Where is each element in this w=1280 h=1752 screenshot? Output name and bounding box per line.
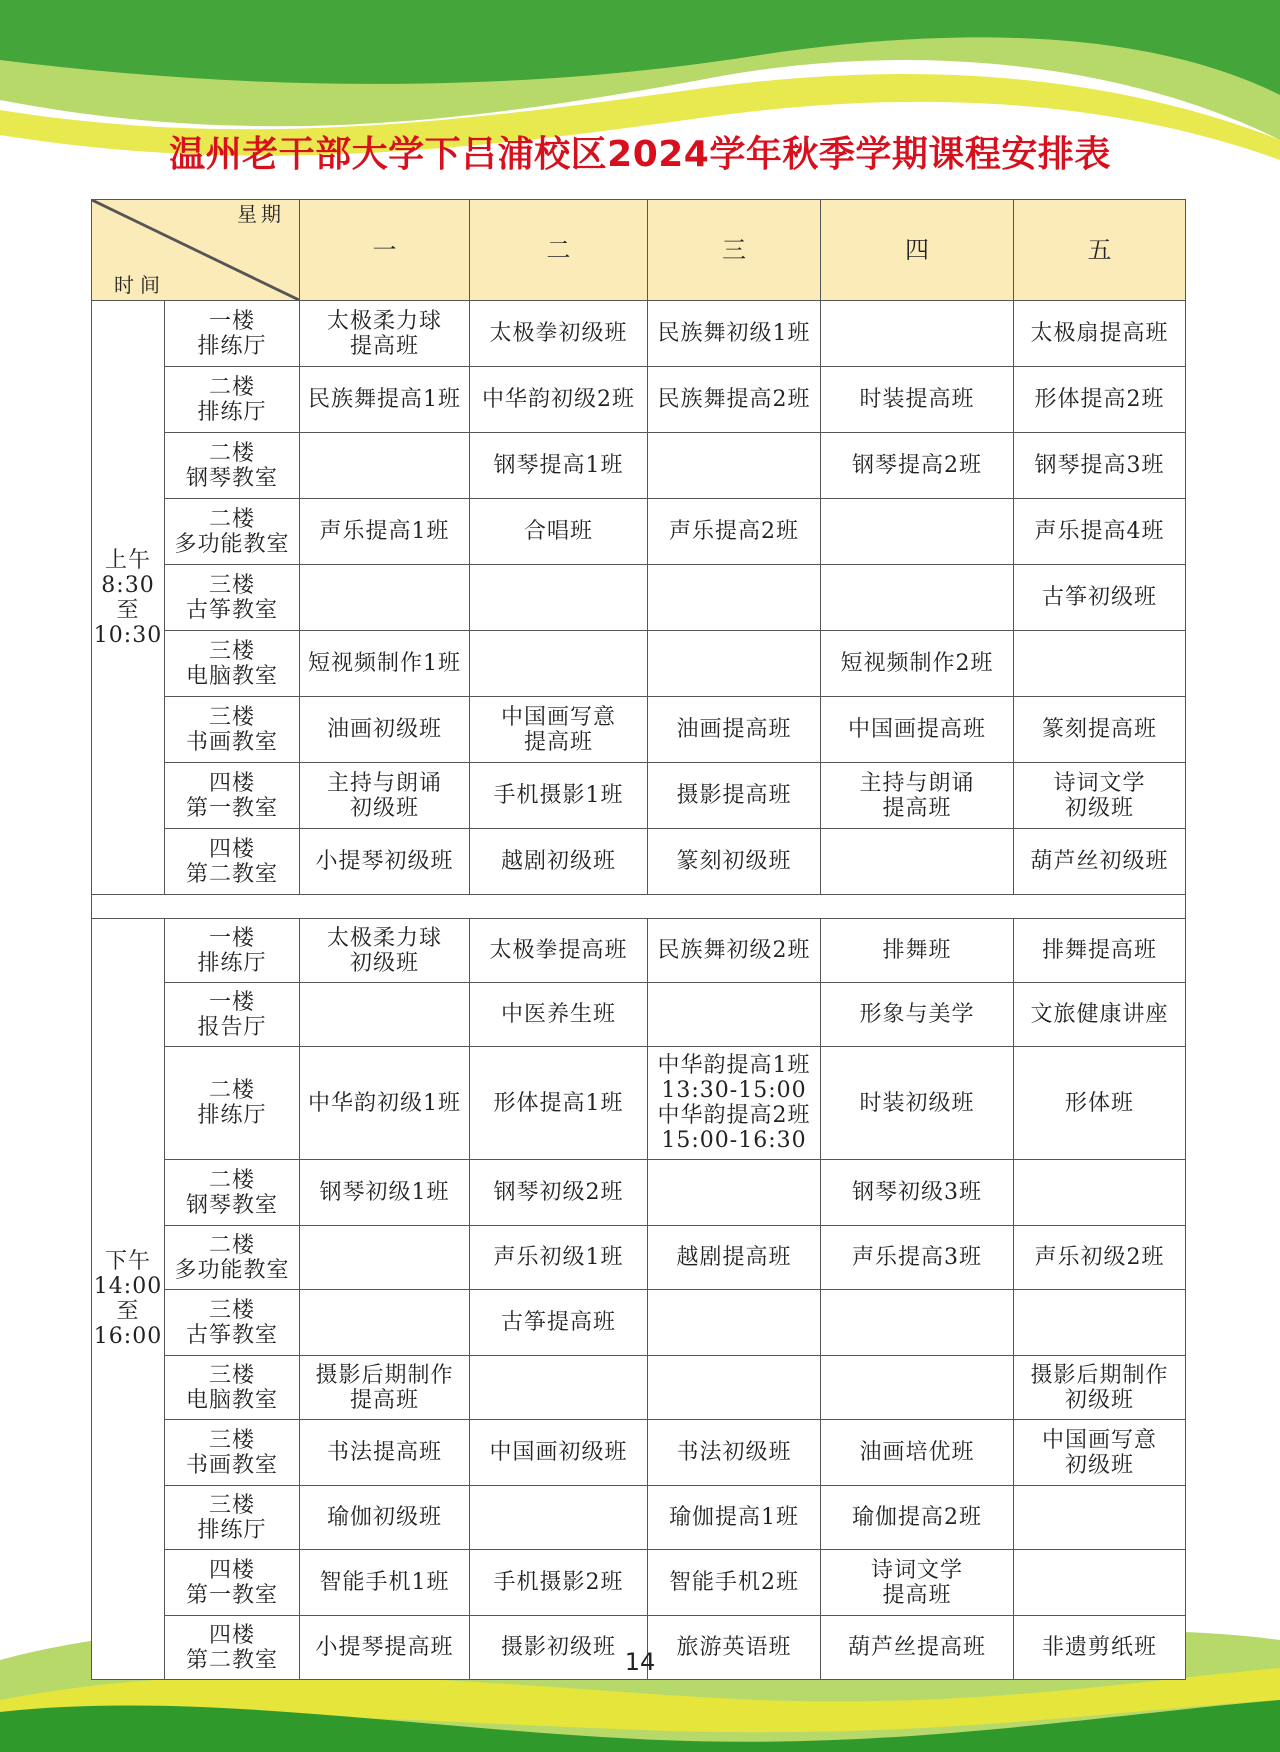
page-title: 温州老干部大学下吕浦校区2024学年秋季学期课程安排表 — [169, 134, 1111, 175]
course-cell: 声乐提高4班 — [1014, 499, 1186, 565]
room-cell: 三楼 排练厅 — [165, 1486, 300, 1550]
course-cell — [821, 565, 1014, 631]
course-cell: 小提琴初级班 — [300, 829, 470, 895]
course-cell: 瑜伽初级班 — [300, 1486, 470, 1550]
course-cell — [1014, 631, 1186, 697]
room-cell: 三楼 电脑教室 — [165, 631, 300, 697]
course-cell: 非遗剪纸班 — [1014, 1616, 1186, 1680]
schedule-row — [92, 697, 1186, 763]
schedule-row — [92, 499, 1186, 565]
course-cell: 古筝初级班 — [1014, 565, 1186, 631]
course-cell: 声乐初级1班 — [470, 1226, 648, 1290]
course-cell: 摄影初级班 — [470, 1616, 648, 1680]
course-cell: 旅游英语班 — [648, 1616, 821, 1680]
course-cell: 瑜伽提高1班 — [648, 1486, 821, 1550]
course-cell — [300, 1226, 470, 1290]
course-cell: 古筝提高班 — [470, 1290, 648, 1356]
course-cell: 中国画写意 提高班 — [470, 697, 648, 763]
course-cell — [821, 301, 1014, 367]
schedule-row — [92, 1047, 1186, 1160]
room-cell: 三楼 电脑教室 — [165, 1356, 300, 1420]
course-cell: 中华韵初级1班 — [300, 1047, 470, 1160]
course-cell: 声乐提高3班 — [821, 1226, 1014, 1290]
course-cell: 葫芦丝初级班 — [1014, 829, 1186, 895]
course-cell: 中华韵初级2班 — [470, 367, 648, 433]
room-cell: 二楼 排练厅 — [165, 1047, 300, 1160]
corner-header-cell — [92, 200, 300, 301]
course-cell — [470, 1486, 648, 1550]
course-cell: 民族舞初级2班 — [648, 919, 821, 983]
morning-time-cell: 上午 8:30 至 10:30 — [92, 301, 165, 895]
course-cell: 手机摄影2班 — [470, 1550, 648, 1616]
course-cell: 书法提高班 — [300, 1420, 470, 1486]
course-cell: 钢琴初级2班 — [470, 1160, 648, 1226]
course-cell: 时装提高班 — [821, 367, 1014, 433]
course-cell: 太极扇提高班 — [1014, 301, 1186, 367]
course-cell — [300, 983, 470, 1047]
room-cell: 一楼 排练厅 — [165, 301, 300, 367]
schedule-row — [92, 301, 1186, 367]
course-cell: 主持与朗诵 提高班 — [821, 763, 1014, 829]
course-cell: 民族舞提高2班 — [648, 367, 821, 433]
course-cell: 合唱班 — [470, 499, 648, 565]
schedule-row — [92, 565, 1186, 631]
course-cell: 瑜伽提高2班 — [821, 1486, 1014, 1550]
schedule-row — [92, 1486, 1186, 1550]
course-cell: 形象与美学 — [821, 983, 1014, 1047]
course-cell — [300, 1290, 470, 1356]
course-cell — [821, 1356, 1014, 1420]
schedule-row — [92, 919, 1186, 983]
course-cell: 太极拳初级班 — [470, 301, 648, 367]
course-cell: 钢琴初级3班 — [821, 1160, 1014, 1226]
schedule-row — [92, 367, 1186, 433]
schedule-row — [92, 829, 1186, 895]
course-cell: 葫芦丝提高班 — [821, 1616, 1014, 1680]
course-cell: 中华韵提高1班 13:30-15:00 中华韵提高2班 15:00-16:30 — [648, 1047, 821, 1160]
course-schedule-table — [91, 199, 1186, 1680]
course-cell — [821, 1290, 1014, 1356]
course-cell: 油画培优班 — [821, 1420, 1014, 1486]
schedule-row — [92, 763, 1186, 829]
day-header: 一 — [300, 200, 470, 301]
course-cell: 诗词文学 初级班 — [1014, 763, 1186, 829]
room-cell: 二楼 多功能教室 — [165, 499, 300, 565]
course-cell — [648, 433, 821, 499]
afternoon-time-cell: 下午 14:00 至 16:00 — [92, 919, 165, 1680]
course-cell: 诗词文学 提高班 — [821, 1550, 1014, 1616]
header-row — [92, 200, 1186, 301]
schedule-row — [92, 1226, 1186, 1290]
room-cell: 三楼 古筝教室 — [165, 1290, 300, 1356]
course-cell — [1014, 1160, 1186, 1226]
schedule-row — [92, 1160, 1186, 1226]
course-cell: 文旅健康讲座 — [1014, 983, 1186, 1047]
schedule-row — [92, 433, 1186, 499]
course-cell: 摄影后期制作 初级班 — [1014, 1356, 1186, 1420]
course-cell: 摄影提高班 — [648, 763, 821, 829]
room-cell: 二楼 多功能教室 — [165, 1226, 300, 1290]
section-separator — [92, 895, 1186, 919]
day-header: 三 — [648, 200, 821, 301]
course-cell: 形体提高1班 — [470, 1047, 648, 1160]
course-cell: 小提琴提高班 — [300, 1616, 470, 1680]
course-cell: 形体提高2班 — [1014, 367, 1186, 433]
room-cell: 四楼 第一教室 — [165, 763, 300, 829]
course-cell: 智能手机2班 — [648, 1550, 821, 1616]
course-cell: 民族舞提高1班 — [300, 367, 470, 433]
course-cell: 篆刻初级班 — [648, 829, 821, 895]
course-cell — [300, 565, 470, 631]
schedule-row — [92, 1420, 1186, 1486]
room-cell: 四楼 第二教室 — [165, 829, 300, 895]
room-cell: 四楼 第一教室 — [165, 1550, 300, 1616]
course-cell: 钢琴提高1班 — [470, 433, 648, 499]
course-cell: 时装初级班 — [821, 1047, 1014, 1160]
room-cell: 二楼 钢琴教室 — [165, 433, 300, 499]
course-cell: 排舞提高班 — [1014, 919, 1186, 983]
course-cell — [1014, 1486, 1186, 1550]
course-cell: 主持与朗诵 初级班 — [300, 763, 470, 829]
course-cell: 太极拳提高班 — [470, 919, 648, 983]
course-cell: 手机摄影1班 — [470, 763, 648, 829]
schedule-row — [92, 1550, 1186, 1616]
course-cell — [470, 631, 648, 697]
course-cell: 短视频制作1班 — [300, 631, 470, 697]
room-cell: 一楼 排练厅 — [165, 919, 300, 983]
day-header: 五 — [1014, 200, 1186, 301]
course-cell — [821, 829, 1014, 895]
schedule-row — [92, 1356, 1186, 1420]
time-label: 时间 — [114, 273, 166, 297]
course-cell — [648, 565, 821, 631]
course-cell: 钢琴提高3班 — [1014, 433, 1186, 499]
week-label: 星期 — [237, 202, 285, 226]
course-cell: 太极柔力球 初级班 — [300, 919, 470, 983]
course-cell: 中国画提高班 — [821, 697, 1014, 763]
room-cell: 三楼 书画教室 — [165, 1420, 300, 1486]
page-number: 14 — [624, 1648, 656, 1676]
course-cell: 中医养生班 — [470, 983, 648, 1047]
course-cell — [648, 1160, 821, 1226]
course-cell: 中国画写意 初级班 — [1014, 1420, 1186, 1486]
course-cell — [470, 565, 648, 631]
course-cell: 声乐提高1班 — [300, 499, 470, 565]
course-cell: 越剧初级班 — [470, 829, 648, 895]
course-cell: 钢琴提高2班 — [821, 433, 1014, 499]
schedule-row — [92, 983, 1186, 1047]
room-cell: 四楼 第二教室 — [165, 1616, 300, 1680]
course-cell — [821, 499, 1014, 565]
course-cell: 太极柔力球 提高班 — [300, 301, 470, 367]
course-cell: 智能手机1班 — [300, 1550, 470, 1616]
room-cell: 二楼 排练厅 — [165, 367, 300, 433]
course-cell — [470, 1356, 648, 1420]
course-cell: 声乐初级2班 — [1014, 1226, 1186, 1290]
course-cell: 钢琴初级1班 — [300, 1160, 470, 1226]
course-cell — [648, 983, 821, 1047]
day-header: 二 — [470, 200, 648, 301]
course-cell: 短视频制作2班 — [821, 631, 1014, 697]
course-cell: 油画提高班 — [648, 697, 821, 763]
room-cell: 二楼 钢琴教室 — [165, 1160, 300, 1226]
course-cell — [300, 433, 470, 499]
room-cell: 一楼 报告厅 — [165, 983, 300, 1047]
course-cell — [1014, 1550, 1186, 1616]
course-cell: 声乐提高2班 — [648, 499, 821, 565]
day-header: 四 — [821, 200, 1014, 301]
course-cell — [648, 631, 821, 697]
course-cell — [648, 1290, 821, 1356]
section-separator-row — [92, 895, 1186, 919]
course-cell: 排舞班 — [821, 919, 1014, 983]
schedule-body — [92, 301, 1186, 1680]
room-cell: 三楼 古筝教室 — [165, 565, 300, 631]
course-cell: 形体班 — [1014, 1047, 1186, 1160]
course-cell: 篆刻提高班 — [1014, 697, 1186, 763]
schedule-row — [92, 631, 1186, 697]
course-cell: 中国画初级班 — [470, 1420, 648, 1486]
schedule-row — [92, 1290, 1186, 1356]
course-cell: 书法初级班 — [648, 1420, 821, 1486]
room-cell: 三楼 书画教室 — [165, 697, 300, 763]
course-cell: 油画初级班 — [300, 697, 470, 763]
course-cell: 民族舞初级1班 — [648, 301, 821, 367]
course-cell — [648, 1356, 821, 1420]
course-cell: 摄影后期制作 提高班 — [300, 1356, 470, 1420]
course-cell: 越剧提高班 — [648, 1226, 821, 1290]
course-cell — [1014, 1290, 1186, 1356]
